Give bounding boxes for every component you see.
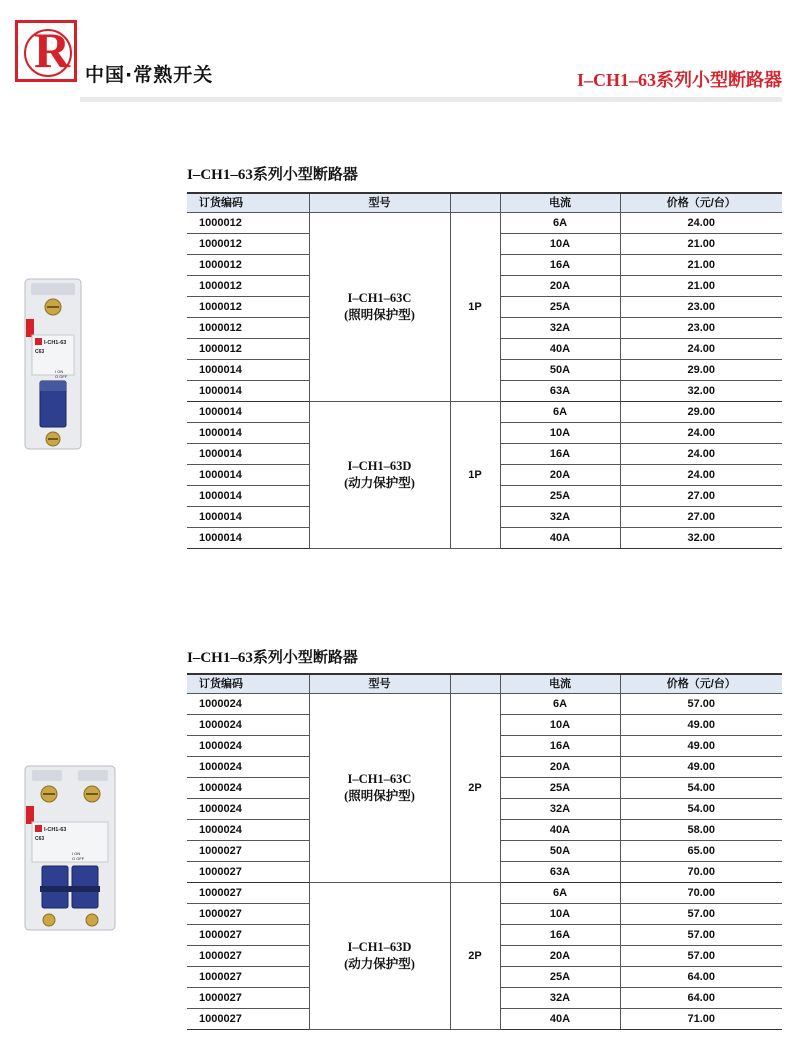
current-cell: 25A — [500, 297, 620, 318]
current-cell: 32A — [500, 507, 620, 528]
price-cell: 21.00 — [620, 255, 782, 276]
price-cell: 24.00 — [620, 465, 782, 486]
order-code-cell: 1000014 — [187, 507, 309, 528]
current-cell: 40A — [500, 820, 620, 841]
order-code-cell: 1000024 — [187, 715, 309, 736]
model-note: (照明保护型) — [344, 789, 415, 803]
price-cell: 54.00 — [620, 799, 782, 820]
price-cell: 32.00 — [620, 528, 782, 549]
col-header-current: 电流 — [500, 193, 620, 213]
order-code-cell: 1000012 — [187, 276, 309, 297]
poles-cell: 2P — [450, 883, 500, 1030]
breaker-1p-rating: C63 — [35, 349, 45, 355]
current-cell: 10A — [500, 715, 620, 736]
order-code-cell: 1000014 — [187, 528, 309, 549]
order-code-cell: 1000012 — [187, 255, 309, 276]
current-cell: 16A — [500, 736, 620, 757]
poles-cell: 2P — [450, 694, 500, 883]
model-name: I–CH1–63D — [347, 940, 412, 954]
price-cell: 29.00 — [620, 402, 782, 423]
breaker-1p-off: O OFF — [55, 374, 68, 379]
section-title-1p: I–CH1–63系列小型断路器 — [187, 167, 358, 183]
price-table-2p — [187, 673, 782, 1030]
price-cell: 64.00 — [620, 967, 782, 988]
table-header-row — [187, 674, 782, 694]
order-code-cell: 1000027 — [187, 925, 309, 946]
order-code-cell: 1000014 — [187, 465, 309, 486]
current-cell: 10A — [500, 904, 620, 925]
current-cell: 25A — [500, 486, 620, 507]
breaker-1p-label: I-CH1-63 — [44, 340, 67, 346]
price-cell: 24.00 — [620, 423, 782, 444]
current-cell: 6A — [500, 213, 620, 234]
price-cell: 21.00 — [620, 276, 782, 297]
current-cell: 6A — [500, 402, 620, 423]
price-cell: 23.00 — [620, 297, 782, 318]
breaker-2p-image — [22, 762, 118, 934]
price-cell: 23.00 — [620, 318, 782, 339]
model-name: I–CH1–63C — [347, 291, 412, 305]
order-code-cell: 1000024 — [187, 736, 309, 757]
model-name: I–CH1–63D — [347, 459, 412, 473]
current-cell: 16A — [500, 444, 620, 465]
order-code-cell: 1000014 — [187, 381, 309, 402]
current-cell: 20A — [500, 465, 620, 486]
model-note: (动力保护型) — [344, 957, 415, 971]
order-code-cell: 1000027 — [187, 946, 309, 967]
table-header-row — [187, 193, 782, 213]
model-note: (动力保护型) — [344, 476, 415, 490]
order-code-cell: 1000014 — [187, 486, 309, 507]
header-divider — [80, 97, 782, 102]
breaker-2p-off: O OFF — [72, 856, 85, 861]
price-cell: 27.00 — [620, 507, 782, 528]
col-header-poles — [450, 193, 500, 213]
order-code-cell: 1000024 — [187, 820, 309, 841]
order-code-cell: 1000012 — [187, 339, 309, 360]
price-cell: 24.00 — [620, 339, 782, 360]
current-cell: 16A — [500, 925, 620, 946]
current-cell: 32A — [500, 799, 620, 820]
current-cell: 40A — [500, 1009, 620, 1030]
order-code-cell: 1000014 — [187, 444, 309, 465]
price-cell: 57.00 — [620, 904, 782, 925]
poles-cell: 1P — [450, 213, 500, 402]
company-logo — [15, 20, 77, 82]
current-cell: 20A — [500, 757, 620, 778]
order-code-cell: 1000024 — [187, 778, 309, 799]
page-header-title: I–CH1–63系列小型断路器 — [576, 70, 782, 90]
current-cell: 32A — [500, 318, 620, 339]
logo-letter: R — [34, 22, 71, 78]
price-cell: 54.00 — [620, 778, 782, 799]
company-name: 中国·常熟开关 — [85, 64, 214, 86]
price-cell: 70.00 — [620, 862, 782, 883]
price-cell: 57.00 — [620, 925, 782, 946]
current-cell: 40A — [500, 339, 620, 360]
breaker-1p-on: I ON — [55, 369, 64, 374]
model-cell — [309, 883, 450, 1030]
order-code-cell: 1000014 — [187, 402, 309, 423]
price-cell: 24.00 — [620, 444, 782, 465]
price-cell: 70.00 — [620, 883, 782, 904]
order-code-cell: 1000012 — [187, 318, 309, 339]
price-cell: 58.00 — [620, 820, 782, 841]
price-cell: 64.00 — [620, 988, 782, 1009]
col-header-code: 订货编码 — [187, 193, 309, 213]
breaker-2p-on: I ON — [72, 851, 81, 856]
price-cell: 57.00 — [620, 946, 782, 967]
order-code-cell: 1000024 — [187, 757, 309, 778]
breaker-2p-rating: C63 — [35, 836, 45, 842]
price-cell: 21.00 — [620, 234, 782, 255]
col-header-price: 价格（元/台） — [620, 674, 782, 694]
current-cell: 50A — [500, 841, 620, 862]
breaker-1p-image — [22, 275, 84, 453]
col-header-poles — [450, 674, 500, 694]
col-header-price: 价格（元/台） — [620, 193, 782, 213]
price-cell: 29.00 — [620, 360, 782, 381]
price-cell: 49.00 — [620, 715, 782, 736]
current-cell: 6A — [500, 883, 620, 904]
poles-cell: 1P — [450, 402, 500, 549]
order-code-cell: 1000027 — [187, 841, 309, 862]
order-code-cell: 1000024 — [187, 694, 309, 715]
model-note: (照明保护型) — [344, 308, 415, 322]
price-cell: 71.00 — [620, 1009, 782, 1030]
col-header-current: 电流 — [500, 674, 620, 694]
price-cell: 49.00 — [620, 757, 782, 778]
current-cell: 63A — [500, 381, 620, 402]
order-code-cell: 1000027 — [187, 904, 309, 925]
col-header-model: 型号 — [309, 674, 450, 694]
order-code-cell: 1000027 — [187, 1009, 309, 1030]
price-table-1p — [187, 192, 782, 549]
model-cell — [309, 213, 450, 402]
order-code-cell: 1000027 — [187, 862, 309, 883]
order-code-cell: 1000027 — [187, 988, 309, 1009]
price-cell: 24.00 — [620, 213, 782, 234]
current-cell: 25A — [500, 778, 620, 799]
col-header-code: 订货编码 — [187, 674, 309, 694]
order-code-cell: 1000027 — [187, 967, 309, 988]
current-cell: 63A — [500, 862, 620, 883]
table-row — [187, 694, 782, 715]
order-code-cell: 1000012 — [187, 213, 309, 234]
order-code-cell: 1000012 — [187, 297, 309, 318]
price-cell: 65.00 — [620, 841, 782, 862]
table-row — [187, 402, 782, 423]
model-cell — [309, 402, 450, 549]
current-cell: 10A — [500, 423, 620, 444]
section-title-2p: I–CH1–63系列小型断路器 — [187, 650, 358, 666]
order-code-cell: 1000014 — [187, 423, 309, 444]
current-cell: 50A — [500, 360, 620, 381]
order-code-cell: 1000014 — [187, 360, 309, 381]
order-code-cell: 1000024 — [187, 799, 309, 820]
current-cell: 25A — [500, 967, 620, 988]
current-cell: 20A — [500, 276, 620, 297]
price-cell: 57.00 — [620, 694, 782, 715]
table-row — [187, 883, 782, 904]
price-cell: 27.00 — [620, 486, 782, 507]
table-row — [187, 213, 782, 234]
order-code-cell: 1000012 — [187, 234, 309, 255]
breaker-2p-label: I-CH1-63 — [44, 827, 67, 833]
model-cell — [309, 694, 450, 883]
col-header-model: 型号 — [309, 193, 450, 213]
order-code-cell: 1000027 — [187, 883, 309, 904]
current-cell: 6A — [500, 694, 620, 715]
price-cell: 32.00 — [620, 381, 782, 402]
current-cell: 20A — [500, 946, 620, 967]
model-name: I–CH1–63C — [347, 772, 412, 786]
price-cell: 49.00 — [620, 736, 782, 757]
current-cell: 40A — [500, 528, 620, 549]
current-cell: 10A — [500, 234, 620, 255]
current-cell: 32A — [500, 988, 620, 1009]
current-cell: 16A — [500, 255, 620, 276]
